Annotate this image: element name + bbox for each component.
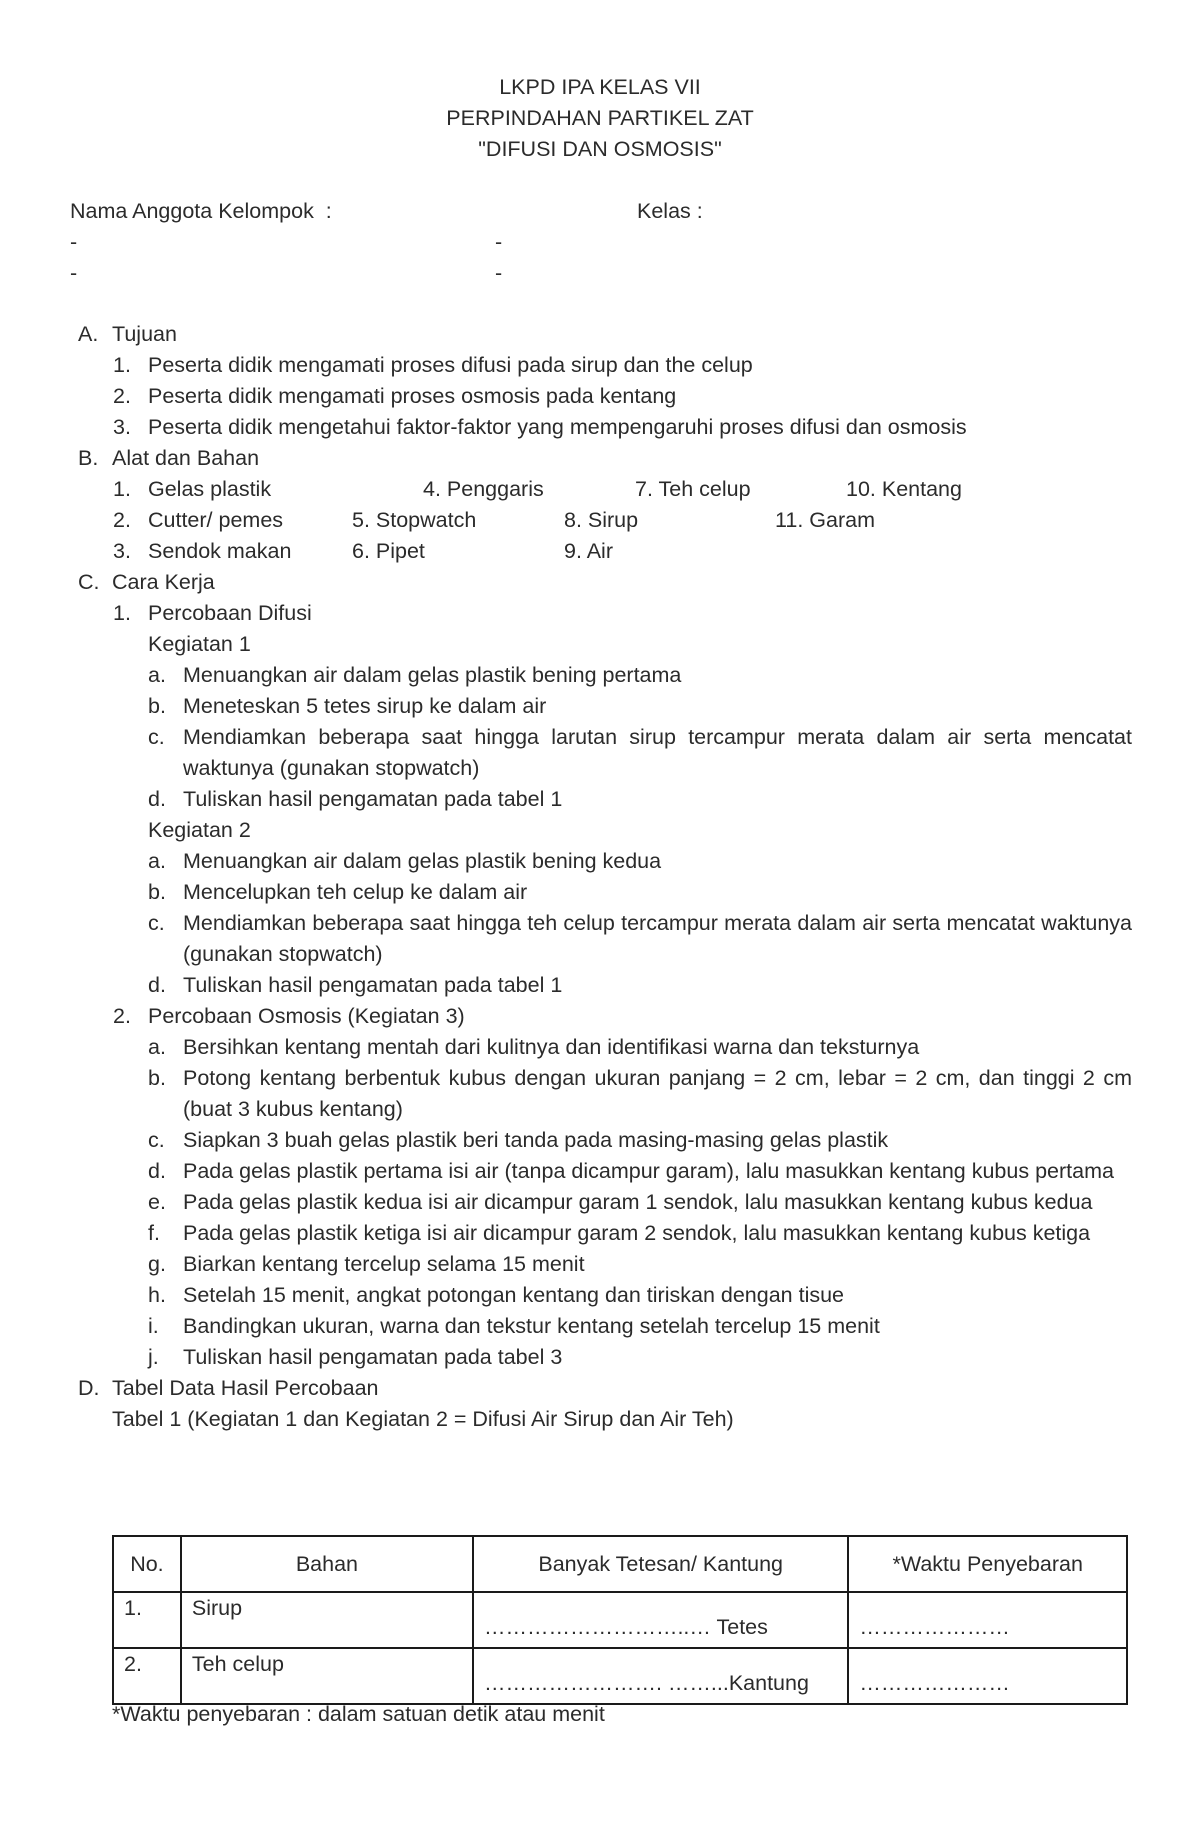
cell-amount-blank[interactable]: ………………………..… Tetes: [473, 1592, 848, 1648]
activity-2-title: Kegiatan 2: [148, 818, 251, 842]
list-letter: d.: [148, 1159, 166, 1183]
list-text: Mendiamkan beberapa saat hingga larutan sirup tercampur merata dalam air serta mencatat waktunya (gunakan stopwatch): [183, 725, 1132, 780]
list-item: [78, 722, 1132, 784]
list-item: [78, 877, 1132, 908]
cell-no: 1.: [113, 1592, 181, 1648]
list-letter: a.: [148, 663, 166, 687]
table-footnote: *Waktu penyebaran : dalam satuan detik atau menit: [112, 1702, 605, 1726]
list-text: Siapkan 3 buah gelas plastik beri tanda pada masing-masing gelas plastik: [183, 1128, 889, 1152]
list-item: [78, 1063, 1132, 1125]
list-text: Mendiamkan beberapa saat hingga teh celup tercampur merata dalam air serta mencatat waktunya (gunakan stopwatch): [183, 911, 1132, 966]
list-text: Peserta didik mengetahui faktor-faktor yang mempengaruhi proses difusi dan osmosis: [148, 415, 967, 439]
list-letter: c.: [148, 1128, 165, 1152]
list-letter: j.: [148, 1345, 159, 1369]
list-text: Bersihkan kentang mentah dari kulitnya dan identifikasi warna dan teksturnya: [183, 1035, 920, 1059]
list-letter: a.: [148, 849, 166, 873]
tool-item: 8. Sirup: [564, 508, 639, 532]
tools-row-2: [78, 505, 1132, 536]
results-table: [112, 1535, 1128, 1705]
list-item: [78, 1249, 1132, 1280]
list-item: [78, 1280, 1132, 1311]
table-caption: Tabel 1 (Kegiatan 1 dan Kegiatan 2 = Difusi Air Sirup dan Air Teh): [112, 1407, 734, 1431]
member-blank-4: -: [495, 261, 503, 285]
list-letter: d.: [148, 787, 166, 811]
list-text: Meneteskan 5 tetes sirup ke dalam air: [183, 694, 547, 718]
tools-row-1: [78, 474, 1132, 505]
list-text: Potong kentang berbentuk kubus dengan ukuran panjang = 2 cm, lebar = 2 cm, dan tinggi 2 cm (buat 3 kubus kentang): [183, 1066, 1132, 1121]
list-text: Pada gelas plastik ketiga isi air dicampur garam 2 sendok, lalu masukkan kentang kubus ketiga: [183, 1221, 1091, 1245]
list-letter: b.: [148, 1066, 166, 1090]
list-text: Peserta didik mengamati proses difusi pada sirup dan the celup: [148, 353, 753, 377]
list-number: 3.: [113, 539, 131, 563]
list-number: 2.: [113, 1004, 131, 1028]
section-title: Tabel Data Hasil Percobaan: [112, 1376, 379, 1400]
tool-item: 5. Stopwatch: [352, 508, 477, 532]
section-marker: C.: [78, 570, 100, 594]
list-item: [78, 1125, 1132, 1156]
list-item: [78, 1187, 1132, 1218]
tool-item: Cutter/ pemes: [148, 508, 284, 532]
list-letter: d.: [148, 973, 166, 997]
worksheet-body: [78, 319, 1132, 1435]
tool-item: 11. Garam: [775, 508, 875, 532]
list-letter: g.: [148, 1252, 166, 1276]
list-item: [78, 846, 1132, 877]
cell-time-blank[interactable]: …………………: [848, 1592, 1127, 1648]
column-header-amount: Banyak Tetesan/ Kantung: [473, 1536, 848, 1592]
table-header-row: [113, 1536, 1127, 1592]
cell-no: 2.: [113, 1648, 181, 1704]
list-text: Bandingkan ukuran, warna dan tekstur kentang setelah tercelup 15 menit: [183, 1314, 880, 1338]
table-row: [113, 1648, 1127, 1704]
list-text: Mencelupkan teh celup ke dalam air: [183, 880, 528, 904]
section-objectives: [78, 319, 1132, 350]
experiment-title: Percobaan Osmosis (Kegiatan 3): [148, 1004, 465, 1028]
list-text: Menuangkan air dalam gelas plastik bening pertama: [183, 663, 682, 687]
list-item: [78, 1311, 1132, 1342]
list-text: Menuangkan air dalam gelas plastik bening kedua: [183, 849, 662, 873]
list-item: [78, 1156, 1132, 1187]
cell-amount-blank[interactable]: ……………………. ……...Kantung: [473, 1648, 848, 1704]
member-blank-1: -: [70, 230, 78, 254]
list-letter: a.: [148, 1035, 166, 1059]
list-item: [78, 970, 1132, 1001]
list-text: Tuliskan hasil pengamatan pada tabel 3: [183, 1345, 563, 1369]
experiment-osmosis: [78, 1001, 1132, 1032]
list-text: Tuliskan hasil pengamatan pada tabel 1: [183, 973, 563, 997]
cell-material: Teh celup: [181, 1648, 473, 1704]
list-letter: e.: [148, 1190, 166, 1214]
list-letter: b.: [148, 694, 166, 718]
section-procedure: [78, 567, 1132, 598]
list-letter: b.: [148, 880, 166, 904]
section-tools-materials: [78, 443, 1132, 474]
list-item: [78, 691, 1132, 722]
list-text: Pada gelas plastik pertama isi air (tanpa dicampur garam), lalu masukkan kentang kubus pertama: [183, 1159, 1114, 1183]
experiment-title: Percobaan Difusi: [148, 601, 312, 625]
column-header-material: Bahan: [181, 1536, 473, 1592]
tool-item: 6. Pipet: [352, 539, 425, 563]
tool-item: Gelas plastik: [148, 477, 272, 501]
list-number: 1.: [113, 353, 131, 377]
list-letter: c.: [148, 911, 165, 935]
list-text: Tuliskan hasil pengamatan pada tabel 1: [183, 787, 563, 811]
header-topic: "DIFUSI DAN OSMOSIS": [478, 137, 722, 161]
section-data-table: [78, 1373, 1132, 1404]
table-row: [113, 1592, 1127, 1648]
group-members-label: Nama Anggota Kelompok :: [70, 199, 332, 223]
section-marker: B.: [78, 446, 99, 470]
list-item: [78, 350, 1132, 381]
member-blank-3: -: [495, 230, 503, 254]
section-title: Cara Kerja: [112, 570, 215, 594]
section-marker: A.: [78, 322, 99, 346]
list-item: [78, 660, 1132, 691]
list-text: Biarkan kentang tercelup selama 15 menit: [183, 1252, 585, 1276]
list-item: [78, 1342, 1132, 1373]
tools-row-3: [78, 536, 1132, 567]
list-item: [78, 784, 1132, 815]
list-text: Setelah 15 menit, angkat potongan kentang dan tiriskan dengan tisue: [183, 1283, 845, 1307]
cell-material: Sirup: [181, 1592, 473, 1648]
tool-item: 7. Teh celup: [635, 477, 751, 501]
class-label: Kelas :: [637, 199, 703, 223]
list-number: 2.: [113, 508, 131, 532]
member-blank-2: -: [70, 261, 78, 285]
header-subtitle: PERPINDAHAN PARTIKEL ZAT: [446, 106, 754, 130]
list-item: [78, 381, 1132, 412]
experiment-diffusion: [78, 598, 1132, 629]
tool-item: 9. Air: [564, 539, 613, 563]
header-title: LKPD IPA KELAS VII: [499, 75, 701, 99]
list-item: [78, 412, 1132, 443]
list-number: 2.: [113, 384, 131, 408]
list-text: Peserta didik mengamati proses osmosis pada kentang: [148, 384, 677, 408]
list-number: 1.: [113, 477, 131, 501]
cell-time-blank[interactable]: …………………: [848, 1648, 1127, 1704]
list-number: 3.: [113, 415, 131, 439]
section-title: Tujuan: [112, 322, 177, 346]
list-letter: c.: [148, 725, 165, 749]
list-text: Pada gelas plastik kedua isi air dicampur garam 1 sendok, lalu masukkan kentang kubus kedua: [183, 1190, 1093, 1214]
document-header: [0, 72, 1200, 165]
identity-block: [70, 196, 1130, 289]
section-title: Alat dan Bahan: [112, 446, 260, 470]
list-item: [78, 1032, 1132, 1063]
column-header-spread-time: *Waktu Penyebaran: [848, 1536, 1127, 1592]
list-item: [78, 908, 1132, 970]
list-letter: i.: [148, 1314, 159, 1338]
tool-item: Sendok makan: [148, 539, 292, 563]
tool-item: 10. Kentang: [846, 477, 962, 501]
column-header-no: No.: [113, 1536, 181, 1592]
list-letter: f.: [148, 1221, 160, 1245]
list-number: 1.: [113, 601, 131, 625]
activity-1-title: Kegiatan 1: [148, 632, 251, 656]
tool-item: 4. Penggaris: [423, 477, 544, 501]
list-letter: h.: [148, 1283, 166, 1307]
section-marker: D.: [78, 1376, 100, 1400]
list-item: [78, 1218, 1132, 1249]
